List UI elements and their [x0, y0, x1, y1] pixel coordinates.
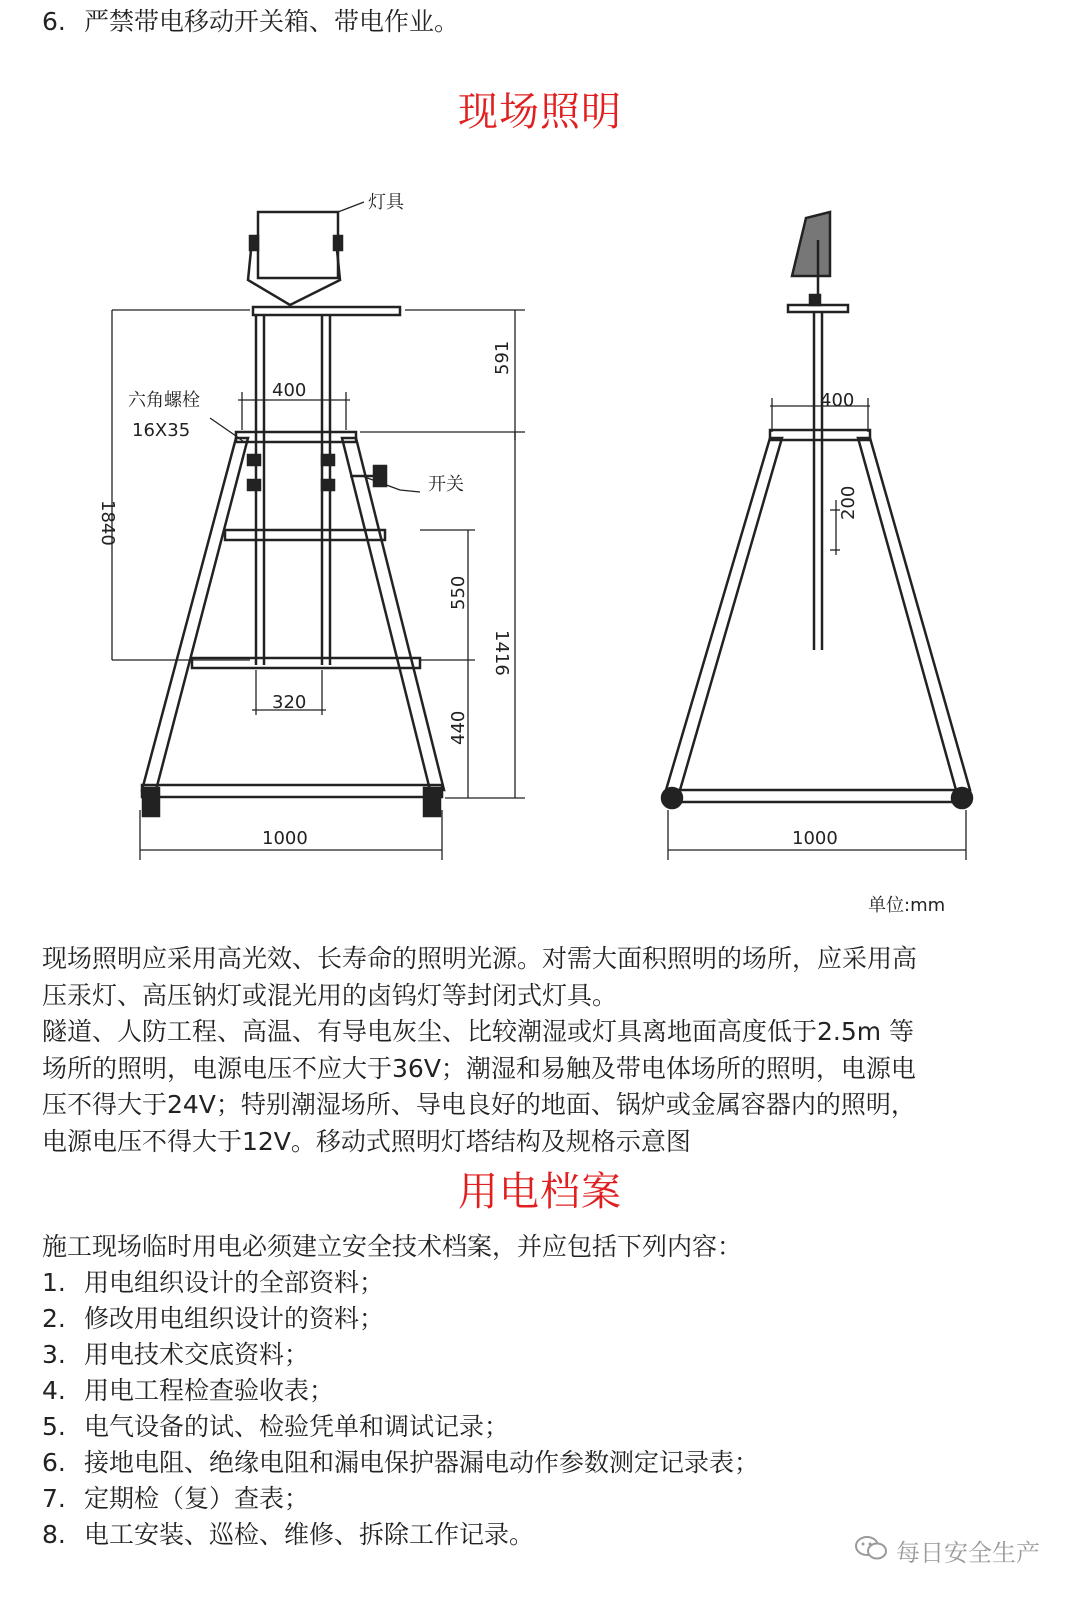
- section-title-records: 用电档案: [458, 1169, 622, 1215]
- item-number: 4.: [42, 1376, 66, 1405]
- list-item: [42, 4, 459, 40]
- dim-label: 200: [838, 485, 859, 520]
- item-text: 接地电阻、绝缘电阻和漏电保护器漏电动作参数测定记录表；: [84, 1448, 760, 1477]
- front-left-leg: [142, 438, 248, 790]
- item-text: 电工安装、巡检、维修、拆除工作记录。: [84, 1520, 535, 1549]
- wechat-icon: [854, 1534, 888, 1568]
- paragraph-line: 场所的照明，电源电压不应大于36V；潮湿和易触及带电体场所的照明，电源电: [42, 1053, 916, 1083]
- item-number: 6.: [42, 1448, 66, 1477]
- records-intro: 施工现场临时用电必须建立安全技术档案，并应包括下列内容：: [42, 1232, 743, 1261]
- item-text: 电气设备的试、检验凭单和调试记录；: [84, 1412, 510, 1441]
- list-item: [42, 1517, 534, 1553]
- dim-label: 400: [272, 380, 307, 401]
- watermark-text: 每日安全生产: [896, 1539, 1040, 1567]
- list-item: [42, 1445, 759, 1481]
- dim-label: 320: [272, 692, 307, 713]
- item-text: 用电组织设计的全部资料；: [84, 1268, 385, 1297]
- item-number: 6.: [42, 7, 66, 36]
- front-base: [142, 785, 442, 797]
- watermark: [854, 1533, 1040, 1568]
- dim-label: 400: [820, 390, 855, 411]
- lamp-label: 灯具: [368, 192, 404, 213]
- paragraph-line: 现场照明应采用高光效、长寿命的照明光源。对需大面积照明的场所，应采用高: [42, 944, 918, 973]
- paragraph-line: 压不得大于24V；特别潮湿场所、导电良好的地面、锅炉或金属容器内的照明，: [42, 1090, 916, 1119]
- bolt-label: 六角螺栓: [128, 390, 200, 411]
- side-left-leg: [666, 438, 782, 790]
- item-text: 定期检（复）查表；: [84, 1484, 310, 1513]
- section-title-lighting: 现场照明: [458, 89, 622, 135]
- side-lamp: [792, 212, 830, 276]
- paragraph-line: 压汞灯、高压钠灯或混光用的卤钨灯等封闭式灯具。: [42, 980, 618, 1010]
- item-number: 5.: [42, 1412, 66, 1441]
- item-text: 用电工程检查验收表；: [84, 1376, 335, 1405]
- dim-label: 1000: [262, 828, 308, 849]
- item-number: 3.: [42, 1340, 66, 1369]
- list-item: [42, 1373, 334, 1409]
- dim-label: 1416: [491, 630, 512, 676]
- list-item: [42, 1337, 309, 1373]
- unit-label: 单位:mm: [868, 895, 946, 916]
- dim-label: 550: [448, 575, 469, 610]
- lamp-head: [258, 212, 338, 278]
- dim-label: 1000: [792, 828, 838, 849]
- item-text: 严禁带电移动开关箱、带电作业。: [84, 7, 460, 36]
- list-item: [42, 1301, 384, 1337]
- item-text: 修改用电组织设计的资料；: [84, 1304, 385, 1333]
- item-number: 2.: [42, 1304, 66, 1333]
- list-item: [42, 1481, 309, 1517]
- item-number: 8.: [42, 1520, 66, 1549]
- list-item: [42, 1409, 509, 1445]
- dim-label: 440: [448, 710, 469, 745]
- lighting-paragraph: [42, 941, 1042, 1160]
- paragraph-line: 电源电压不得大于12V。移动式照明灯塔结构及规格示意图: [42, 1126, 691, 1156]
- dim-label: 1840: [97, 500, 118, 546]
- top-plate: [253, 307, 400, 315]
- paragraph-line: 隧道、人防工程、高温、有导电灰尘、比较潮湿或灯具离地面高度低于2.5m 等: [42, 1017, 915, 1046]
- side-right-leg: [858, 438, 970, 790]
- item-text: 用电技术交底资料；: [84, 1340, 310, 1369]
- bolt-spec-label: 16X35: [132, 420, 191, 441]
- side-base: [668, 790, 964, 802]
- switch-label: 开关: [428, 474, 464, 495]
- item-number: 1.: [42, 1268, 66, 1297]
- dim-label: 591: [492, 340, 513, 375]
- item-number: 7.: [42, 1484, 66, 1513]
- list-item: [42, 1265, 384, 1301]
- lighting-tower-diagram: [0, 170, 1080, 930]
